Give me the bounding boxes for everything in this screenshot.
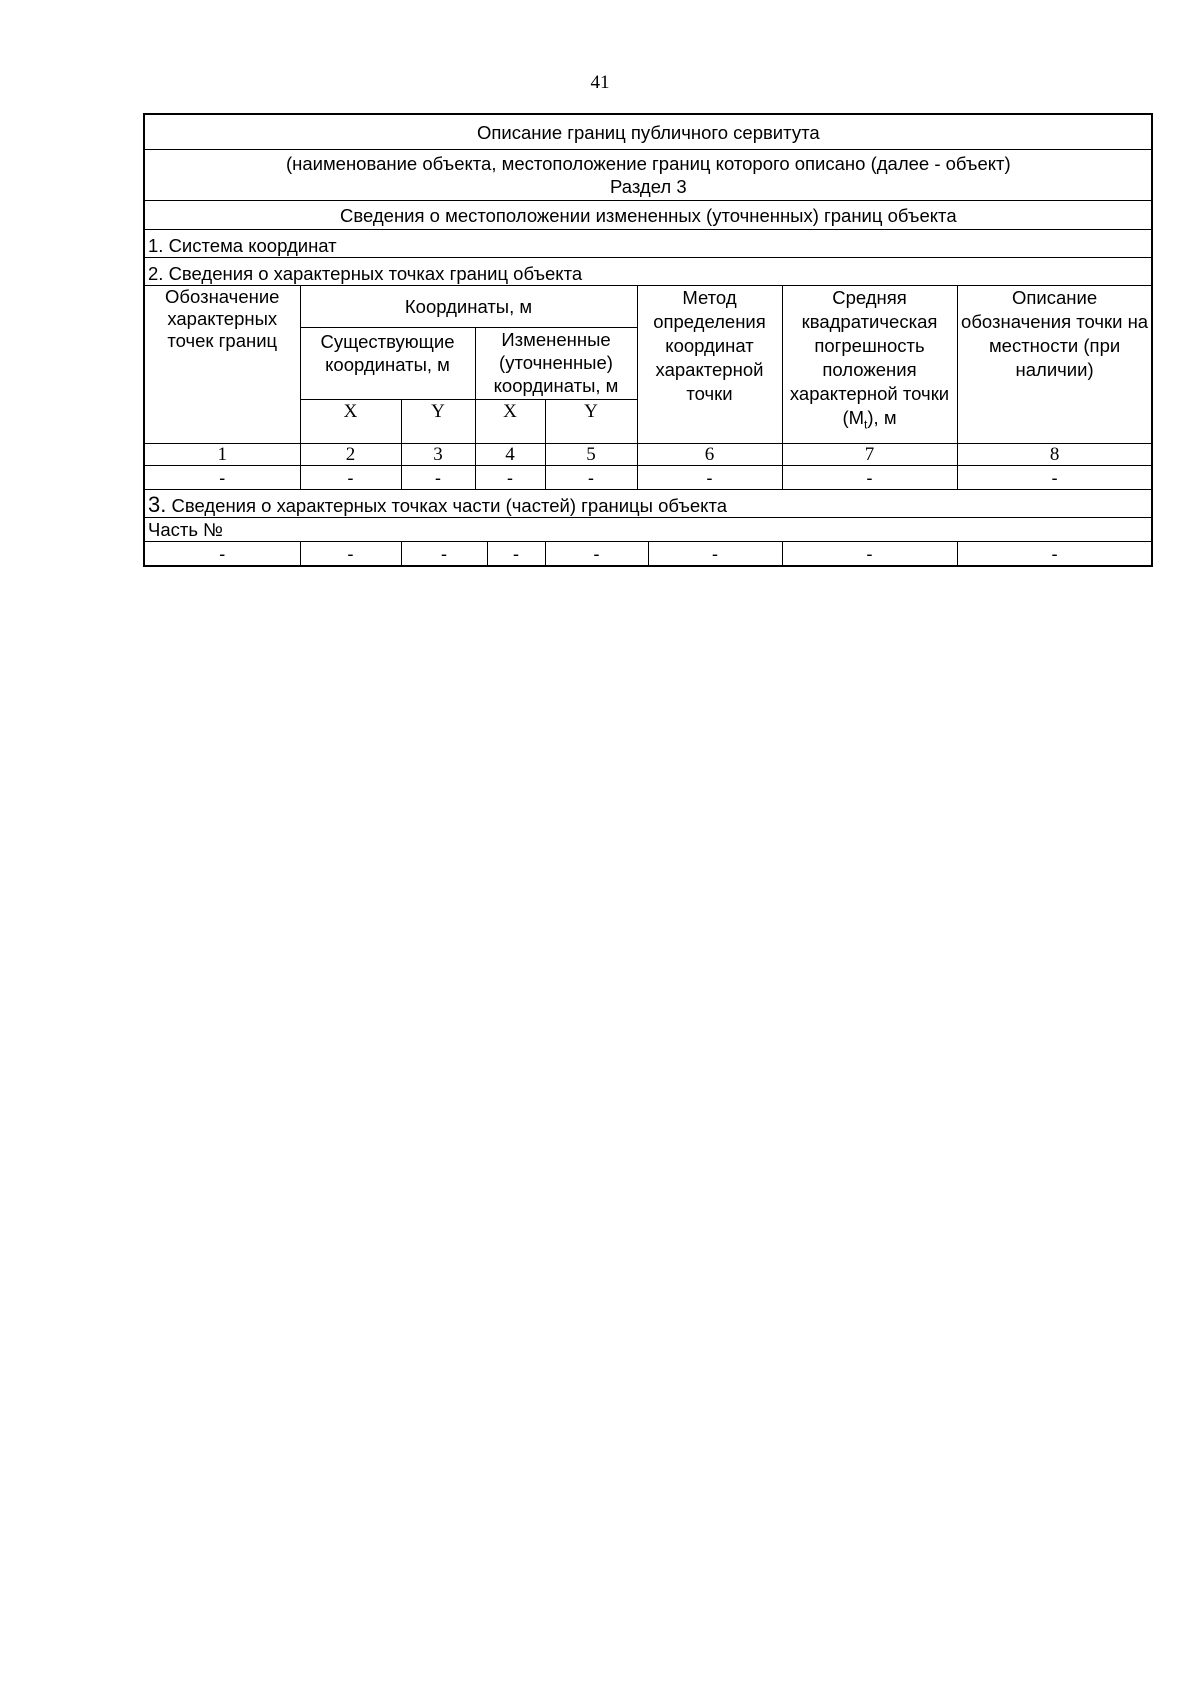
- table-cell: -: [782, 466, 957, 490]
- boundary-description-table: [143, 113, 1153, 567]
- page-number: 41: [590, 72, 610, 93]
- column-number: 4: [475, 444, 545, 466]
- column-number: 8: [957, 444, 1152, 466]
- table-cell: -: [475, 466, 545, 490]
- column-number: 2: [300, 444, 401, 466]
- table-cell: -: [545, 542, 648, 567]
- header-error-sub: t: [864, 417, 868, 432]
- part-number-label: Часть №: [144, 518, 1152, 542]
- section-label: Раздел 3: [610, 176, 687, 197]
- table-cell: -: [545, 466, 637, 490]
- coordinate-system-label: 1. Система координат: [144, 230, 1152, 258]
- table-title: Описание границ публичного сервитута: [144, 114, 1152, 150]
- column-number: 7: [782, 444, 957, 466]
- header-changed-coordinates: Измененные (уточненные) координаты, м: [475, 328, 637, 400]
- header-error: [782, 286, 957, 444]
- header-description: Описание обозначения точки на местности (при наличии): [957, 286, 1152, 444]
- header-y-existing: Y: [401, 400, 475, 444]
- header-error-suffix: ), м: [867, 407, 897, 428]
- object-caption: (наименование объекта, местоположение границ которого описано (далее - объект): [285, 153, 1011, 174]
- table-cell: -: [401, 542, 487, 567]
- table-cell: -: [300, 542, 401, 567]
- table-cell: -: [957, 466, 1152, 490]
- object-caption-cell: [144, 150, 1152, 201]
- table-cell: -: [637, 466, 782, 490]
- header-existing-coordinates: Существующие координаты, м: [300, 328, 475, 400]
- table-cell: -: [487, 542, 545, 567]
- part-points-label: [144, 490, 1152, 518]
- table-cell: -: [144, 466, 300, 490]
- column-number: 1: [144, 444, 300, 466]
- column-number: 5: [545, 444, 637, 466]
- header-method: Метод определения координат характерной точки: [637, 286, 782, 444]
- column-number: 6: [637, 444, 782, 466]
- table-cell: -: [782, 542, 957, 567]
- header-x-changed: X: [475, 400, 545, 444]
- header-x-existing: X: [300, 400, 401, 444]
- header-y-changed: Y: [545, 400, 637, 444]
- table-cell: -: [648, 542, 782, 567]
- table-cell: -: [401, 466, 475, 490]
- header-point-designation: Обозначение характерных точек границ: [144, 286, 300, 444]
- characteristic-points-label: 2. Сведения о характерных точках границ объекта: [144, 258, 1152, 286]
- header-coordinates: Координаты, м: [300, 286, 637, 328]
- table-cell: -: [957, 542, 1152, 567]
- section-heading: Сведения о местоположении измененных (уточненных) границ объекта: [144, 201, 1152, 230]
- table-cell: -: [300, 466, 401, 490]
- part-points-text: Сведения о характерных точках части (частей) границы объекта: [166, 495, 728, 516]
- header-error-prefix: Средняя квадратическая погрешность положения характерной точки (M: [789, 287, 950, 428]
- table-cell: -: [144, 542, 300, 567]
- column-number: 3: [401, 444, 475, 466]
- part-points-number: 3.: [148, 492, 167, 517]
